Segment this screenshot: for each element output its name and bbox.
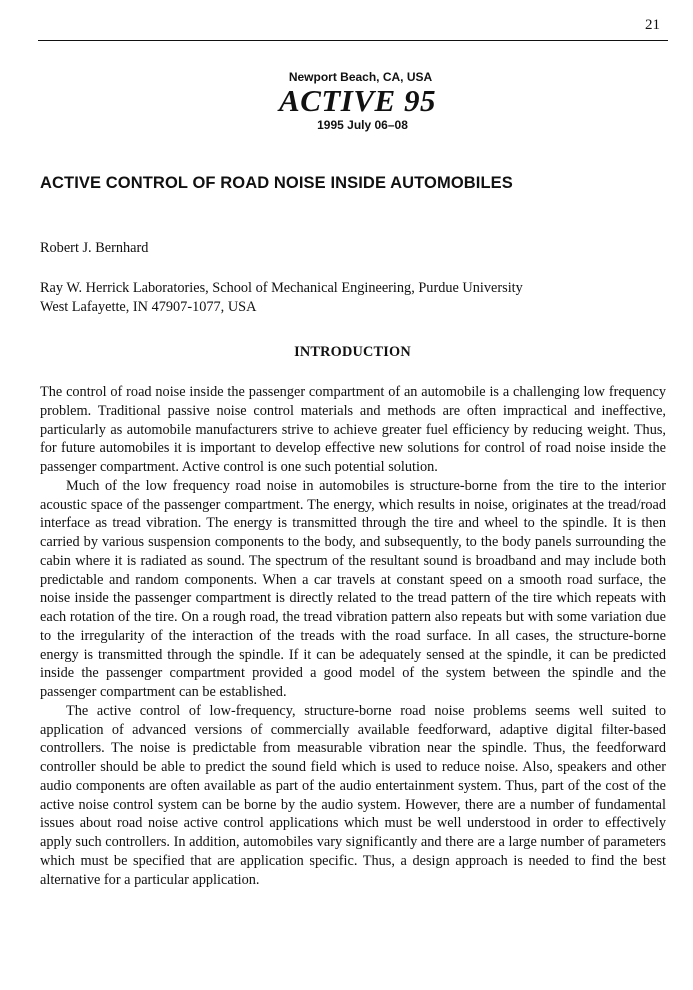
conference-name: ACTIVE 95 bbox=[279, 83, 436, 118]
paper-title: ACTIVE CONTROL OF ROAD NOISE INSIDE AUTOMOBILES bbox=[40, 174, 513, 192]
paragraph-2: Much of the low frequency road noise in automobiles is structure-borne from the tire to the interior acoustic space of the passenger compartment. The energy, which results in noise, originates at the tread/road interface as tread vibration. The energy is transmitted through the tire and wheel to the spindle. It is then carried by various suspension components to the body, and subsequently, to the body panels surrounding the cabin where it is radiated as sound. The spectrum of the resultant sound is broadband and may include both predictable and random components. When a car travels at constant speed on a smooth road surface, the noise inside the passenger compartment is directly related to the tread pattern of the tire which repeats with each rotation of the tire. On a rough road, the tread vibration pattern also repeats but with some variation due to the irregularity of the interaction of the treads with the road surface. In all cases, the structure-borne energy is transmitted through the spindle. If it can be adequately sensed at the spindle, it can be predicted inside the passenger compartment provided a good model of the system between the spindle and the passenger compartment can be established. bbox=[40, 477, 666, 700]
paragraph-3: The active control of low-frequency, structure-borne road noise problems seems well suited to application of advanced versions of commercially available feedforward, adaptive digital filter-based controllers. The noise is predictable from measurable vibration near the spindle. Thus, the feedforward controller should be able to predict the sound field which is used to reduce noise. Also, speakers and other audio components are often available as part of the audio entertainment system. Thus, part of the cost of the active noise control system can be borne by the audio system. However, there are a number of fundamental issues about road noise active control applications which must be well understood in order to effectively apply such controllers. In addition, automobiles vary significantly and there are a large number of parameters which must be specified that are application specific. Thus, a design approach is needed to find the best alternative for a particular application. bbox=[40, 702, 666, 888]
affiliation-line-1: Ray W. Herrick Laboratories, School of Mechanical Engineering, Purdue University bbox=[40, 280, 523, 296]
introduction-body bbox=[40, 383, 666, 889]
page-number: 21 bbox=[645, 17, 660, 33]
conference-header bbox=[0, 70, 693, 132]
paragraph-1: The control of road noise inside the passenger compartment of an automobile is a challenging low frequency problem. Traditional passive noise control materials and methods are often impractical and ineffective, particularly as automobile manufacturers strive to achieve greater fuel efficiency by reducing weight. Thus, for future automobiles it is important to develop effective new solutions for control of road noise inside the passenger compartment. Active control is one such potential solution. bbox=[40, 384, 666, 475]
conference-date: 1995 July 06–08 bbox=[317, 118, 408, 132]
author-name: Robert J. Bernhard bbox=[40, 240, 149, 256]
header-rule bbox=[38, 40, 668, 41]
section-heading: INTRODUCTION bbox=[294, 344, 411, 360]
conference-location: Newport Beach, CA, USA bbox=[288, 70, 433, 84]
affiliation bbox=[40, 279, 523, 316]
affiliation-line-2: West Lafayette, IN 47907-1077, USA bbox=[40, 298, 257, 315]
